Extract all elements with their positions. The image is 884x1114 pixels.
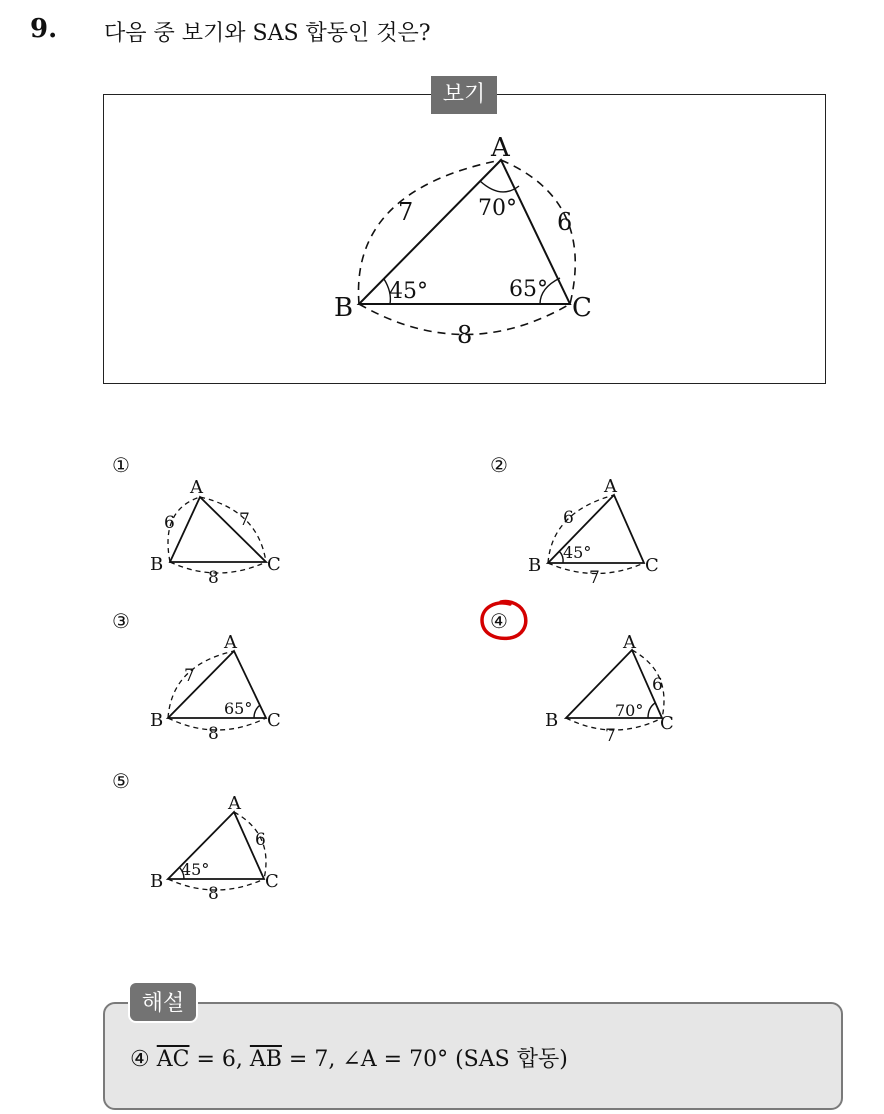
option-3-vertex-a: A (224, 632, 237, 653)
option-2-side-bc: 7 (589, 568, 600, 588)
option-4[interactable] (482, 602, 674, 746)
option-3-side-ab: 7 (184, 666, 195, 686)
bogi-vertex-c: C (572, 293, 592, 323)
bogi-angle-a: 70° (478, 196, 517, 221)
option-5-vertex-b: B (150, 871, 164, 892)
bogi-angle-b: 45° (389, 279, 428, 304)
question-text: 다음 중 보기와 SAS 합동인 것은? (104, 21, 431, 46)
option-4-vertex-b: B (545, 710, 559, 731)
option-1-vertex-b: B (150, 554, 164, 575)
option-3-angle-c: 65° (224, 699, 253, 718)
option-4-triangle (566, 650, 662, 718)
congruence-note: (SAS 합동) (448, 1047, 568, 1072)
segment-ac: $\overline{AC}$ (156, 1047, 190, 1072)
explanation-tab: 해설 (128, 981, 198, 1023)
option-4-angle-c: 70° (615, 701, 644, 720)
option-5-vertex-a: A (228, 793, 241, 814)
option-1-side-bc: 8 (208, 568, 219, 588)
option-1-vertex-c: C (267, 554, 281, 575)
equation-ab: = 7, (281, 1047, 343, 1072)
option-3-side-bc: 8 (208, 724, 219, 744)
bogi-triangle (334, 133, 592, 349)
option-3-vertex-b: B (150, 710, 164, 731)
option-4-side-ac: 6 (652, 675, 663, 695)
option-5-vertex-c: C (265, 871, 279, 892)
option-2-marker: ② (490, 453, 508, 477)
explanation-text (130, 1042, 568, 1073)
option-5-angle-b: 45° (181, 860, 210, 879)
explanation-marker: ④ (130, 1047, 150, 1072)
option-3-angle-c-arc (254, 705, 260, 718)
option-3-marker: ③ (112, 609, 130, 633)
option-5[interactable] (112, 769, 279, 904)
option-1[interactable] (112, 453, 281, 588)
bogi-tab: 보기 (431, 76, 497, 114)
option-2-vertex-c: C (645, 555, 659, 576)
option-4-side-bc: 7 (605, 726, 616, 746)
option-1-triangle (170, 497, 266, 562)
segment-ab: $\overline{AB}$ (249, 1047, 282, 1072)
option-4-vertex-c: C (660, 713, 674, 734)
equation-ac: = 6, (189, 1047, 250, 1072)
option-1-marker: ① (112, 453, 130, 477)
option-1-side-ab: 6 (164, 513, 175, 533)
option-2-side-ab: 6 (563, 508, 574, 528)
bogi-side-ac: 6 (557, 208, 573, 236)
option-2-vertex-a: A (604, 476, 617, 497)
option-2-vertex-b: B (528, 555, 542, 576)
bogi-vertex-a: A (491, 133, 510, 163)
bogi-side-bc: 8 (457, 321, 473, 349)
bogi-angle-c: 65° (509, 277, 548, 302)
angle-a: ∠A = 70° (342, 1047, 449, 1072)
option-1-side-ac: 7 (239, 510, 250, 530)
option-1-vertex-a: A (190, 477, 203, 498)
option-2[interactable] (490, 453, 659, 588)
option-5-side-ac: 6 (255, 830, 266, 850)
option-4-vertex-a: A (623, 632, 636, 653)
question-number: 9. (30, 14, 58, 44)
option-3[interactable] (112, 609, 281, 744)
option-4-marker: ④ (490, 609, 508, 633)
option-2-angle-b: 45° (563, 543, 592, 562)
option-3-vertex-c: C (267, 710, 281, 731)
option-5-side-bc: 8 (208, 884, 219, 904)
bogi-vertex-b: B (334, 293, 354, 323)
bogi-side-ab: 7 (398, 198, 414, 226)
option-5-marker: ⑤ (112, 769, 130, 793)
option-4-angle-c-arc (648, 703, 655, 718)
